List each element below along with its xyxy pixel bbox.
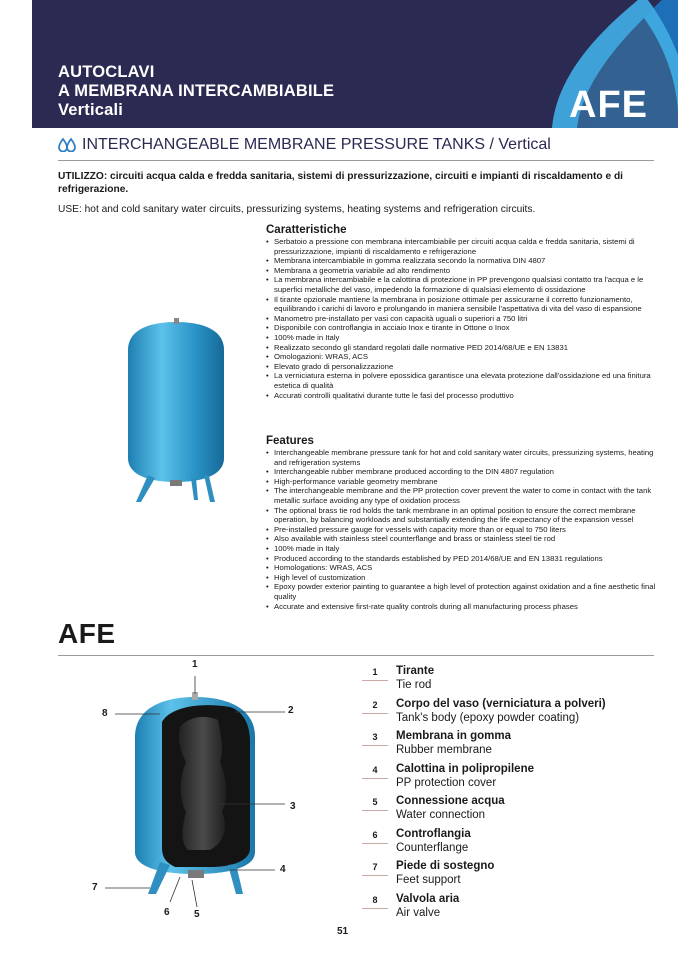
- list-item: • Il tirante opzionale mantiene la membrana in posizione ottimale per assicurarne il corretto funzionamento, equilibrando i carichi di lavoro e prolungando in maniera sensibile l'aspettativa di vita del vaso di espansione: [266, 295, 656, 314]
- caratteristiche-list: [266, 237, 656, 400]
- header-line-1: AUTOCLAVI: [58, 63, 155, 81]
- legend-label-it: Valvola aria: [396, 892, 460, 905]
- header-brand: AFE: [569, 84, 648, 126]
- legend-item: [362, 892, 662, 928]
- legend-number: 5: [362, 797, 388, 807]
- list-item: • Omologazioni: WRAS, ACS: [266, 352, 656, 362]
- legend-number: 8: [362, 895, 388, 905]
- legend-label-en: Water connection: [396, 809, 486, 821]
- legend-number: 6: [362, 830, 388, 840]
- parts-legend: [362, 667, 662, 927]
- page-number: 51: [337, 926, 349, 937]
- header-line-2: A MEMBRANA INTERCAMBIABILE: [58, 82, 335, 100]
- section-label: AFE: [58, 618, 116, 649]
- tank-cutaway-diagram: [80, 662, 360, 922]
- list-item: • Homologations: WRAS, ACS: [266, 563, 656, 573]
- legend-item: [362, 762, 662, 798]
- legend-item: [362, 667, 662, 700]
- callout-4: 4: [280, 864, 286, 875]
- callout-3: 3: [290, 801, 296, 812]
- callout-8: 8: [102, 708, 108, 719]
- list-item: • High level of customization: [266, 573, 656, 583]
- list-item: • Accurate and extensive first-rate quality controls during all manufacturing process phases: [266, 602, 656, 612]
- list-item: • La verniciatura esterna in polvere epossidica garantisce una elevata protezione dall'ossidazione ed una finitura estetica di qualità: [266, 371, 656, 390]
- legend-label-it: Connessione acqua: [396, 795, 505, 807]
- list-item: • Manometro pre-installato per vasi con capacità uguali o superiori a 750 litri: [266, 314, 656, 324]
- use-italian: UTILIZZO: circuiti acqua calda e fredda sanitaria, sistemi di pressurizzazione, circuiti e impianti di riscaldamento e di refrigerazione.: [58, 171, 623, 195]
- list-item: • Realizzato secondo gli standard regolati dalle normative PED 2014/68/UE e EN 13831: [266, 343, 656, 353]
- list-item: • 100% made in Italy: [266, 544, 656, 554]
- list-item: • Disponibile con controflangia in acciaio Inox e tirante in Ottone o Inox: [266, 323, 656, 333]
- list-item: • 100% made in Italy: [266, 333, 656, 343]
- legend-number: 3: [362, 732, 388, 742]
- list-item: • Membrana a geometria variabile ad alto rendimento: [266, 266, 656, 276]
- legend-label-en: Counterflange: [396, 841, 469, 854]
- legend-item: [362, 697, 662, 733]
- legend-label-en: Feet support: [396, 874, 461, 886]
- legend-item: [362, 797, 662, 830]
- callout-1: 1: [192, 659, 198, 670]
- caratteristiche-section: [266, 224, 656, 400]
- header-band: [32, 0, 678, 128]
- list-item: • Interchangeable membrane pressure tank for hot and cold sanitary water circuits, pressurizing systems, heating and refrigeration systems: [266, 448, 656, 467]
- legend-label-en: Tank's body (epoxy powder coating): [396, 711, 580, 724]
- legend-item: [362, 827, 662, 863]
- legend-label-it: Controflangia: [396, 827, 471, 840]
- legend-label-en: Rubber membrane: [396, 744, 492, 756]
- list-item: • Membrana intercambiabile in gomma realizzata secondo la normativa DIN 4807: [266, 256, 656, 266]
- legend-item: [362, 862, 662, 895]
- legend-label-en: PP protection cover: [396, 776, 497, 789]
- caratteristiche-title: Caratteristiche: [266, 224, 347, 236]
- legend-number: 2: [362, 700, 388, 710]
- legend-label-it: Corpo del vaso (verniciatura a polveri): [396, 697, 606, 710]
- features-list: [266, 448, 656, 611]
- list-item: • Pre-installed pressure gauge for vessels with capacity more than or equal to 750 liters: [266, 525, 656, 535]
- header-title: [58, 63, 334, 120]
- double-drop-logo-icon: [58, 138, 76, 152]
- tank-product-image: [108, 310, 258, 510]
- legend-number: 7: [362, 862, 388, 872]
- callout-5: 5: [194, 909, 200, 920]
- header-line-3: Verticali: [58, 101, 124, 119]
- legend-label-it: Membrana in gomma: [396, 730, 512, 742]
- list-item: • Serbatoio a pressione con membrana intercambiabile per circuiti acqua calda e fredda sanitaria, sistemi di pressurizzazione, impianti di riscaldamento e refrigerazione: [266, 237, 656, 256]
- divider: [58, 160, 654, 161]
- callout-2: 2: [288, 705, 294, 716]
- use-english: USE: hot and cold sanitary water circuits, pressurizing systems, heating systems and refrigeration circuits.: [58, 204, 536, 215]
- legend-label-en: Tie rod: [396, 679, 432, 691]
- list-item: • Epoxy powder exterior painting to guarantee a high level of protection against oxidation and a fine aesthetic final quality: [266, 582, 656, 601]
- list-item: • Also available with stainless steel counterflange and brass or stainless steel tie rod: [266, 534, 656, 544]
- legend-number: 1: [362, 667, 388, 677]
- legend-label-en: Air valve: [396, 906, 441, 919]
- callout-6: 6: [164, 907, 170, 918]
- legend-label-it: Tirante: [396, 665, 435, 677]
- subtitle-text: INTERCHANGEABLE MEMBRANE PRESSURE TANKS / Vertical: [82, 136, 551, 153]
- list-item: • High-performance variable geometry membrane: [266, 477, 656, 487]
- features-section: [266, 435, 656, 611]
- list-item: • Elevato grado di personalizzazione: [266, 362, 656, 372]
- divider: [58, 655, 654, 656]
- features-title: Features: [266, 435, 314, 447]
- list-item: • La membrana intercambiabile e la calottina di protezione in PP prevengono qualsiasi contatto tra l'acqua e le superfici metalliche del vaso, impedendo la formazione di qualsiasi elemento di ossidazione: [266, 275, 656, 294]
- legend-label-it: Calottina in polipropilene: [396, 762, 534, 775]
- legend-item: [362, 732, 662, 765]
- legend-number: 4: [362, 765, 388, 775]
- subtitle: [58, 136, 551, 154]
- list-item: • Accurati controlli qualitativi durante tutte le fasi del processo produttivo: [266, 391, 656, 401]
- list-item: • Interchangeable rubber membrane produced according to the DIN 4807 regulation: [266, 467, 656, 477]
- legend-label-it: Piede di sostegno: [396, 860, 495, 872]
- callout-7: 7: [92, 882, 98, 893]
- list-item: • Produced according to the standards established by PED 2014/68/UE and EN 13831 regulations: [266, 554, 656, 564]
- list-item: • The optional brass tie rod holds the tank membrane in an optimal position to ensure the correct membrane operation, by balancing workloads and substantially extending the life expectancy of the expansion vessel: [266, 506, 656, 525]
- list-item: • The interchangeable membrane and the PP protection cover prevent the water to come in contact with the tank metallic surface avoiding any type of oxidation process: [266, 486, 656, 505]
